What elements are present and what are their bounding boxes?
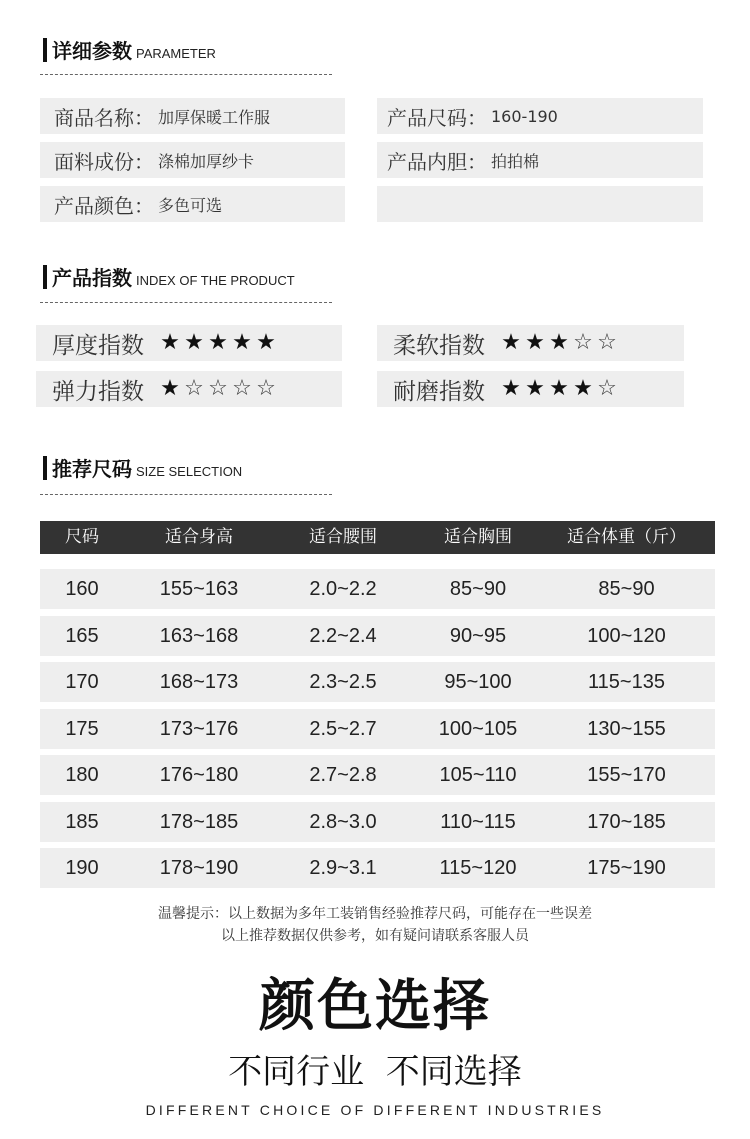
index-label: 弹力指数 <box>52 378 144 405</box>
table-row <box>40 802 715 842</box>
param-value: 多色可选 <box>158 195 223 215</box>
cell-weight: 155~170 <box>587 764 666 786</box>
cell-waist: 2.0~2.2 <box>309 578 377 600</box>
param-cell-fabric <box>40 142 345 178</box>
parameter-title-zh: 详细参数 <box>52 39 132 63</box>
index-divider <box>40 302 332 303</box>
star-filled-icon: ★ <box>184 330 204 355</box>
star-filled-icon: ★ <box>160 376 180 401</box>
cell-waist: 2.5~2.7 <box>309 718 377 740</box>
cell-weight: 115~135 <box>588 671 665 693</box>
cell-weight: 130~155 <box>587 718 666 740</box>
table-row <box>40 616 715 656</box>
param-key: 面料成份： <box>54 149 154 174</box>
star-empty-icon: ☆ <box>184 376 204 401</box>
header-cell-chest: 适合胸围 <box>444 527 512 547</box>
param-key: 产品内胆： <box>387 149 487 174</box>
index-label: 柔软指数 <box>393 332 485 359</box>
cell-size: 185 <box>65 811 99 833</box>
cell-waist: 2.8~3.0 <box>309 811 377 833</box>
star-filled-icon: ★ <box>549 376 569 401</box>
cell-chest: 95~100 <box>444 671 512 693</box>
cell-size: 165 <box>65 625 99 647</box>
star-filled-icon: ★ <box>232 330 252 355</box>
section-title-bar <box>43 38 47 62</box>
star-empty-icon: ☆ <box>256 376 276 401</box>
parameter-divider <box>40 74 332 75</box>
star-filled-icon: ★ <box>501 376 521 401</box>
cell-chest: 115~120 <box>439 857 517 879</box>
star-empty-icon: ☆ <box>597 376 617 401</box>
table-row <box>40 709 715 749</box>
star-filled-icon: ★ <box>525 330 545 355</box>
table-row <box>40 848 715 888</box>
star-filled-icon: ★ <box>256 330 276 355</box>
color-section-tagline: DIFFERENT CHOICE OF DIFFERENT INDUSTRIES <box>145 1102 605 1118</box>
index-title-zh: 产品指数 <box>52 266 132 290</box>
size-title-en: SIZE SELECTION <box>136 464 243 479</box>
cell-waist: 2.2~2.4 <box>309 625 377 647</box>
index-title-en: INDEX OF THE PRODUCT <box>136 273 295 288</box>
table-row <box>40 755 715 795</box>
cell-chest: 105~110 <box>439 764 517 786</box>
param-cell-color <box>40 186 345 222</box>
star-empty-icon: ☆ <box>208 376 228 401</box>
table-row <box>40 662 715 702</box>
header-cell-weight: 适合体重（斤） <box>567 527 686 547</box>
param-cell-product-name <box>40 98 345 134</box>
param-value: 拍拍棉 <box>491 151 540 171</box>
star-filled-icon: ★ <box>573 376 593 401</box>
cell-height: 178~190 <box>159 857 239 879</box>
cell-height: 173~176 <box>159 718 239 740</box>
cell-height: 163~168 <box>159 625 239 647</box>
size-note-line1: 温馨提示：以上数据为多年工装销售经验推荐尺码，可能存在一些误差 <box>158 906 592 922</box>
cell-waist: 2.3~2.5 <box>309 671 377 693</box>
cell-chest: 110~115 <box>440 811 516 833</box>
star-filled-icon: ★ <box>525 376 545 401</box>
param-value: 160-190 <box>491 106 558 126</box>
cell-size: 160 <box>65 578 99 600</box>
size-note-line2: 以上推荐数据仅供参考，如有疑问请联系客服人员 <box>221 928 529 944</box>
star-rating <box>499 377 619 401</box>
star-rating <box>158 331 278 355</box>
param-key: 商品名称： <box>54 105 154 130</box>
header-cell-size: 尺码 <box>65 527 99 547</box>
star-empty-icon: ☆ <box>597 330 617 355</box>
index-cell-thickness <box>36 325 342 361</box>
table-row <box>40 569 715 609</box>
star-empty-icon: ☆ <box>573 330 593 355</box>
cell-size: 180 <box>65 764 99 786</box>
cell-height: 176~180 <box>159 764 239 786</box>
header-cell-waist: 适合腰围 <box>309 527 377 547</box>
param-cell-empty <box>377 186 703 222</box>
cell-size: 175 <box>65 718 99 740</box>
size-title-zh: 推荐尺码 <box>52 457 132 481</box>
star-rating <box>499 331 619 355</box>
cell-weight: 170~185 <box>587 811 666 833</box>
size-divider <box>40 494 332 495</box>
index-cell-elasticity <box>36 371 342 407</box>
star-filled-icon: ★ <box>549 330 569 355</box>
param-cell-lining <box>377 142 703 178</box>
section-title-bar <box>43 456 47 480</box>
star-filled-icon: ★ <box>208 330 228 355</box>
cell-weight: 175~190 <box>587 857 666 879</box>
param-value: 加厚保暖工作服 <box>158 107 271 127</box>
param-key: 产品尺码： <box>387 105 487 130</box>
cell-waist: 2.9~3.1 <box>309 857 377 879</box>
cell-chest: 90~95 <box>449 625 507 647</box>
cell-size: 190 <box>65 857 99 879</box>
index-label: 耐磨指数 <box>393 378 485 405</box>
index-cell-softness <box>377 325 684 361</box>
star-rating <box>158 377 278 401</box>
cell-weight: 85~90 <box>598 578 655 600</box>
param-cell-product-size <box>377 98 703 134</box>
cell-height: 168~173 <box>159 671 239 693</box>
cell-chest: 100~105 <box>438 718 518 740</box>
star-filled-icon: ★ <box>160 330 180 355</box>
size-table-header <box>40 521 715 554</box>
cell-size: 170 <box>65 671 99 693</box>
index-cell-wear-resistance <box>377 371 684 407</box>
cell-chest: 85~90 <box>449 578 507 600</box>
star-filled-icon: ★ <box>501 330 521 355</box>
color-section-title: 颜色选择 <box>259 974 491 1039</box>
param-value: 涤棉加厚纱卡 <box>158 151 255 171</box>
cell-waist: 2.7~2.8 <box>309 764 377 786</box>
section-title-bar <box>43 265 47 289</box>
cell-weight: 100~120 <box>587 625 666 647</box>
cell-height: 178~185 <box>159 811 239 833</box>
header-cell-height: 适合身高 <box>165 527 233 547</box>
index-label: 厚度指数 <box>52 332 144 359</box>
star-empty-icon: ☆ <box>232 376 252 401</box>
color-section-subtitle: 不同行业 不同选择 <box>228 1052 522 1092</box>
parameter-title-en: PARAMETER <box>136 46 216 61</box>
param-key: 产品颜色： <box>54 193 154 218</box>
cell-height: 155~163 <box>159 578 239 600</box>
